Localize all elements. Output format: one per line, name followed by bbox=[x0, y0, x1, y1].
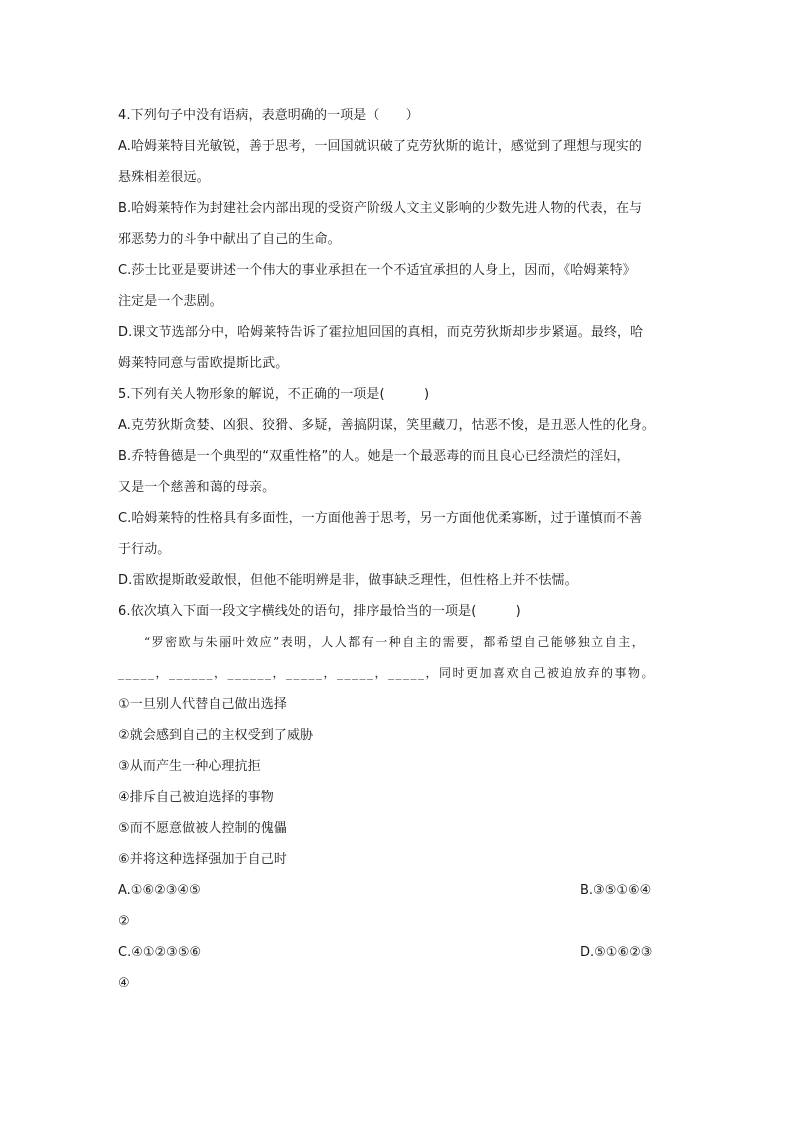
question-4-option-d: D.课文节选部分中，哈姆莱特告诉了霍拉旭回国的真相，而克劳狄斯却步步紧逼。最终，哈 bbox=[118, 325, 644, 340]
question-5-option-b-cont: 又是一个慈善和蔼的母亲。 bbox=[118, 480, 276, 495]
question-6-item-4: ④排斥自己被迫选择的事物 bbox=[118, 790, 274, 805]
question-6-options-row-2 bbox=[118, 937, 678, 968]
question-6-stem: 6.依次填入下面一段文字横线处的语句，排序最恰当的一项是( ) bbox=[118, 604, 521, 619]
question-5-option-c: C.哈姆莱特的性格具有多面性，一方面他善于思考，另一方面他优柔寡断，过于谨慎而不善 bbox=[118, 511, 643, 526]
question-4-option-a: A.哈姆莱特目光敏锐，善于思考，一回国就识破了克劳狄斯的诡计，感觉到了理想与现实的 bbox=[118, 139, 642, 154]
question-5-option-c-cont: 于行动。 bbox=[118, 542, 171, 557]
question-5-stem: 5.下列有关人物形象的解说，不正确的一项是( ) bbox=[118, 387, 430, 402]
question-6-option-a: A.①⑥②③④⑤ bbox=[118, 883, 201, 898]
question-6-item-5: ⑤而不愿意做被人控制的傀儡 bbox=[118, 821, 287, 836]
question-4-option-c-cont: 注定是一个悲剧。 bbox=[118, 294, 223, 309]
question-6-item-3: ③从而产生一种心理抗拒 bbox=[118, 759, 261, 774]
question-4-option-d-cont: 姆莱特同意与雷欧提斯比武。 bbox=[118, 356, 289, 371]
question-6-passage-blanks: _____，______，______，_____，_____，_____，同时更加喜欢自己被迫放弃的事物。 bbox=[118, 666, 656, 680]
question-4-option-b: B.哈姆莱特作为封建社会内部出现的受资产阶级人文主义影响的少数先进人物的代表，在与 bbox=[118, 201, 643, 216]
question-6-option-b-wrap: ② bbox=[118, 914, 130, 929]
question-4-stem: 4.下列句子中没有语病，表意明确的一项是（ ） bbox=[118, 108, 419, 123]
question-6-option-d-wrap: ④ bbox=[118, 976, 130, 991]
question-6-passage: “罗密欧与朱丽叶效应”表明，人人都有一种自主的需要，都希望自己能够独立自主， bbox=[144, 635, 646, 649]
question-5-option-a: A.克劳狄斯贪婪、凶狠、狡猾、多疑，善搞阴谋，笑里藏刀，怙恶不悛，是丑恶人性的化身。 bbox=[118, 418, 655, 433]
question-content bbox=[118, 100, 678, 999]
question-5-option-b: B.乔特鲁德是一个典型的“双重性格”的人。她是一个最恶毒的而且良心已经溃烂的淫妇， bbox=[118, 449, 630, 464]
question-5-option-d: D.雷欧提斯敢爱敢恨，但他不能明辨是非，做事缺乏理性，但性格上并不怯懦。 bbox=[118, 573, 578, 588]
question-4-option-c: C.莎士比亚是要讲述一个伟大的事业承担在一个不适宜承担的人身上，因而，《哈姆莱特》 bbox=[118, 263, 636, 278]
question-6-item-2: ②就会感到自己的主权受到了威胁 bbox=[118, 728, 314, 743]
question-6-option-b: B.③⑤①⑥④ bbox=[580, 883, 652, 898]
question-4-option-b-cont: 邪恶势力的斗争中献出了自己的生命。 bbox=[118, 232, 341, 247]
question-4-option-a-cont: 悬殊相差很远。 bbox=[118, 170, 210, 185]
question-6-option-c: C.④①②③⑤⑥ bbox=[118, 945, 202, 960]
question-6-option-d: D.⑤①⑥②③ bbox=[580, 945, 653, 960]
question-6-item-1: ①一旦别人代替自己做出选择 bbox=[118, 697, 287, 712]
question-6-options-row-1 bbox=[118, 875, 678, 906]
question-6-item-6: ⑥并将这种选择强加于自己时 bbox=[118, 852, 287, 867]
